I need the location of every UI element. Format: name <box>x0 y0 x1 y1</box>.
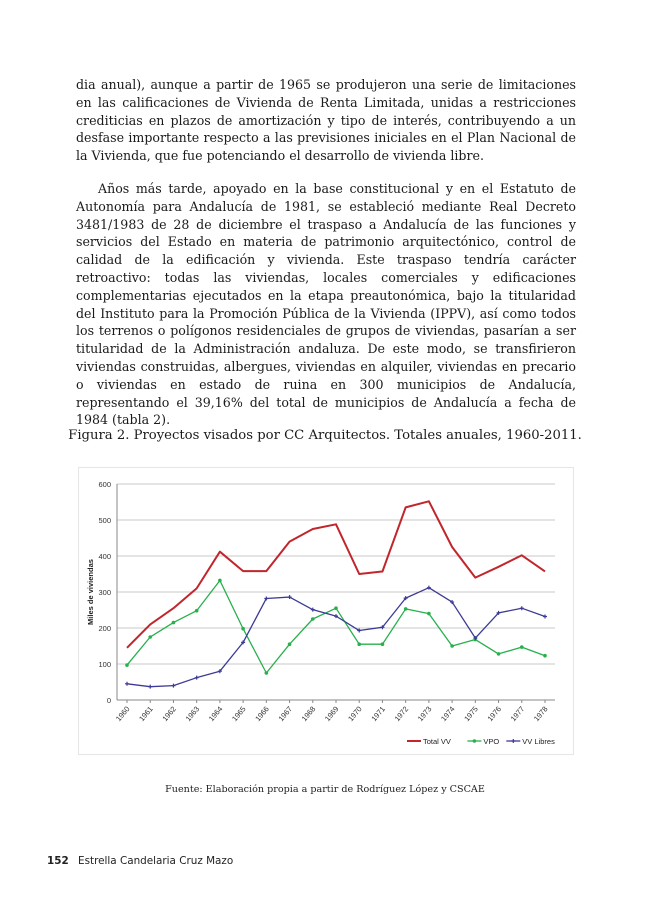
y-tick-label: 400 <box>98 552 111 561</box>
x-tick-label: 1978 <box>531 704 550 724</box>
data-point <box>450 644 454 648</box>
x-tick-label: 1973 <box>415 704 434 724</box>
x-tick-label: 1975 <box>462 704 480 724</box>
x-tick-label: 1965 <box>230 704 248 724</box>
data-point <box>125 663 129 667</box>
x-tick-label: 1968 <box>299 704 318 724</box>
data-point <box>195 609 199 613</box>
data-point <box>288 642 292 646</box>
data-point <box>357 642 361 646</box>
data-point <box>334 606 338 610</box>
x-tick-label: 1962 <box>160 704 178 724</box>
data-point <box>520 606 524 610</box>
data-point <box>125 682 129 686</box>
legend-marker <box>511 739 515 743</box>
data-point <box>543 654 547 658</box>
figure-source: Fuente: Elaboración propia a partir de Rodríguez López y CSCAE <box>165 784 485 795</box>
y-tick-label: 600 <box>98 480 111 489</box>
y-tick-label: 300 <box>98 588 111 597</box>
legend-label: VV Libres <box>522 737 555 746</box>
data-point <box>520 645 524 649</box>
data-point <box>195 676 199 680</box>
body-paragraph <box>76 180 576 429</box>
data-point <box>311 617 315 621</box>
data-point <box>497 652 501 656</box>
x-tick-label: 1971 <box>369 704 387 724</box>
x-tick-label: 1974 <box>439 704 457 724</box>
footer-author: Estrella Candelaria Cruz Mazo <box>78 855 234 867</box>
body-paragraph <box>76 76 576 165</box>
x-tick-label: 1977 <box>508 704 527 724</box>
data-point <box>404 607 408 611</box>
data-point <box>381 642 385 646</box>
data-point <box>543 614 547 618</box>
page-number: 152 <box>47 855 69 867</box>
x-tick-label: 1969 <box>322 704 341 724</box>
legend-label: VPO <box>483 737 500 746</box>
series-line <box>127 588 545 687</box>
page-footer <box>47 855 233 867</box>
figure-chart <box>78 467 574 755</box>
paragraph-text: dia anual), aunque a partir de 1965 se produjeron una serie de limitaciones en las calificaciones de Vivienda de Renta Limitada, unidas a restricciones crediticias en plazos de amortización y tipo de interés, contribuyendo a un desfase importante respecto a las previsiones iniciales en el Plan Nacional de la Vivienda, que fue potenciando el desarrollo de vivienda libre. <box>76 77 576 164</box>
data-point <box>218 579 222 583</box>
line-chart <box>79 468 573 754</box>
x-tick-label: 1963 <box>183 704 202 724</box>
y-tick-label: 100 <box>98 660 111 669</box>
x-tick-label: 1970 <box>346 704 364 724</box>
data-point <box>148 685 152 689</box>
x-tick-label: 1961 <box>137 704 155 724</box>
data-point <box>172 621 176 625</box>
data-point <box>241 627 245 631</box>
x-tick-label: 1960 <box>113 704 132 724</box>
legend-label: Total VV <box>423 737 451 746</box>
paragraph-text: Años más tarde, apoyado en la base constitucional y en el Estatuto de Autonomía para Andalucía de 1981, se estableció mediante Real Decreto 3481/1983 de 28 de diciembre el traspaso a Andalucía de las funciones y servicios del Estado en materia de patrimonio arquitectónico, control de calidad de la edificación y vivienda. Este traspaso tendría carácter retroactivo: todas las viviendas, locales comerciales y edificaciones complementarias ejecutados en la etapa preautonómica, bajo la titularidad del Instituto para la Promoción Pública de la Vivienda (IPPV), así como todos los terrenos o polígonos residenciales de grupos de viviendas, pasarían a ser titularidad de la Administración andaluza. De este modo, se transfirieron viviendas construidas, albergues, viviendas en alquiler, viviendas en precario o viviendas en estado de ruina en 300 municipios de Andalucía, representando el 39,16% del total de municipios de Andalucía a fecha de 1984 (tabla 2). <box>76 181 576 428</box>
data-point <box>427 612 431 616</box>
y-tick-label: 200 <box>98 624 111 633</box>
x-tick-label: 1964 <box>206 704 225 724</box>
data-point <box>148 635 152 639</box>
series-line <box>127 501 545 648</box>
x-tick-label: 1966 <box>253 704 271 724</box>
x-tick-label: 1967 <box>276 704 295 724</box>
data-point <box>171 684 175 688</box>
y-tick-label: 500 <box>98 516 111 525</box>
y-axis-label: Miles de viviendas <box>86 559 95 625</box>
y-tick-label: 0 <box>106 696 111 705</box>
figure-caption: Figura 2. Proyectos visados por CC Arquitectos. Totales anuales, 1960-2011. <box>68 428 582 443</box>
data-point <box>265 671 269 675</box>
x-tick-label: 1972 <box>392 704 411 724</box>
legend-marker <box>473 739 477 743</box>
x-tick-label: 1976 <box>485 704 504 724</box>
